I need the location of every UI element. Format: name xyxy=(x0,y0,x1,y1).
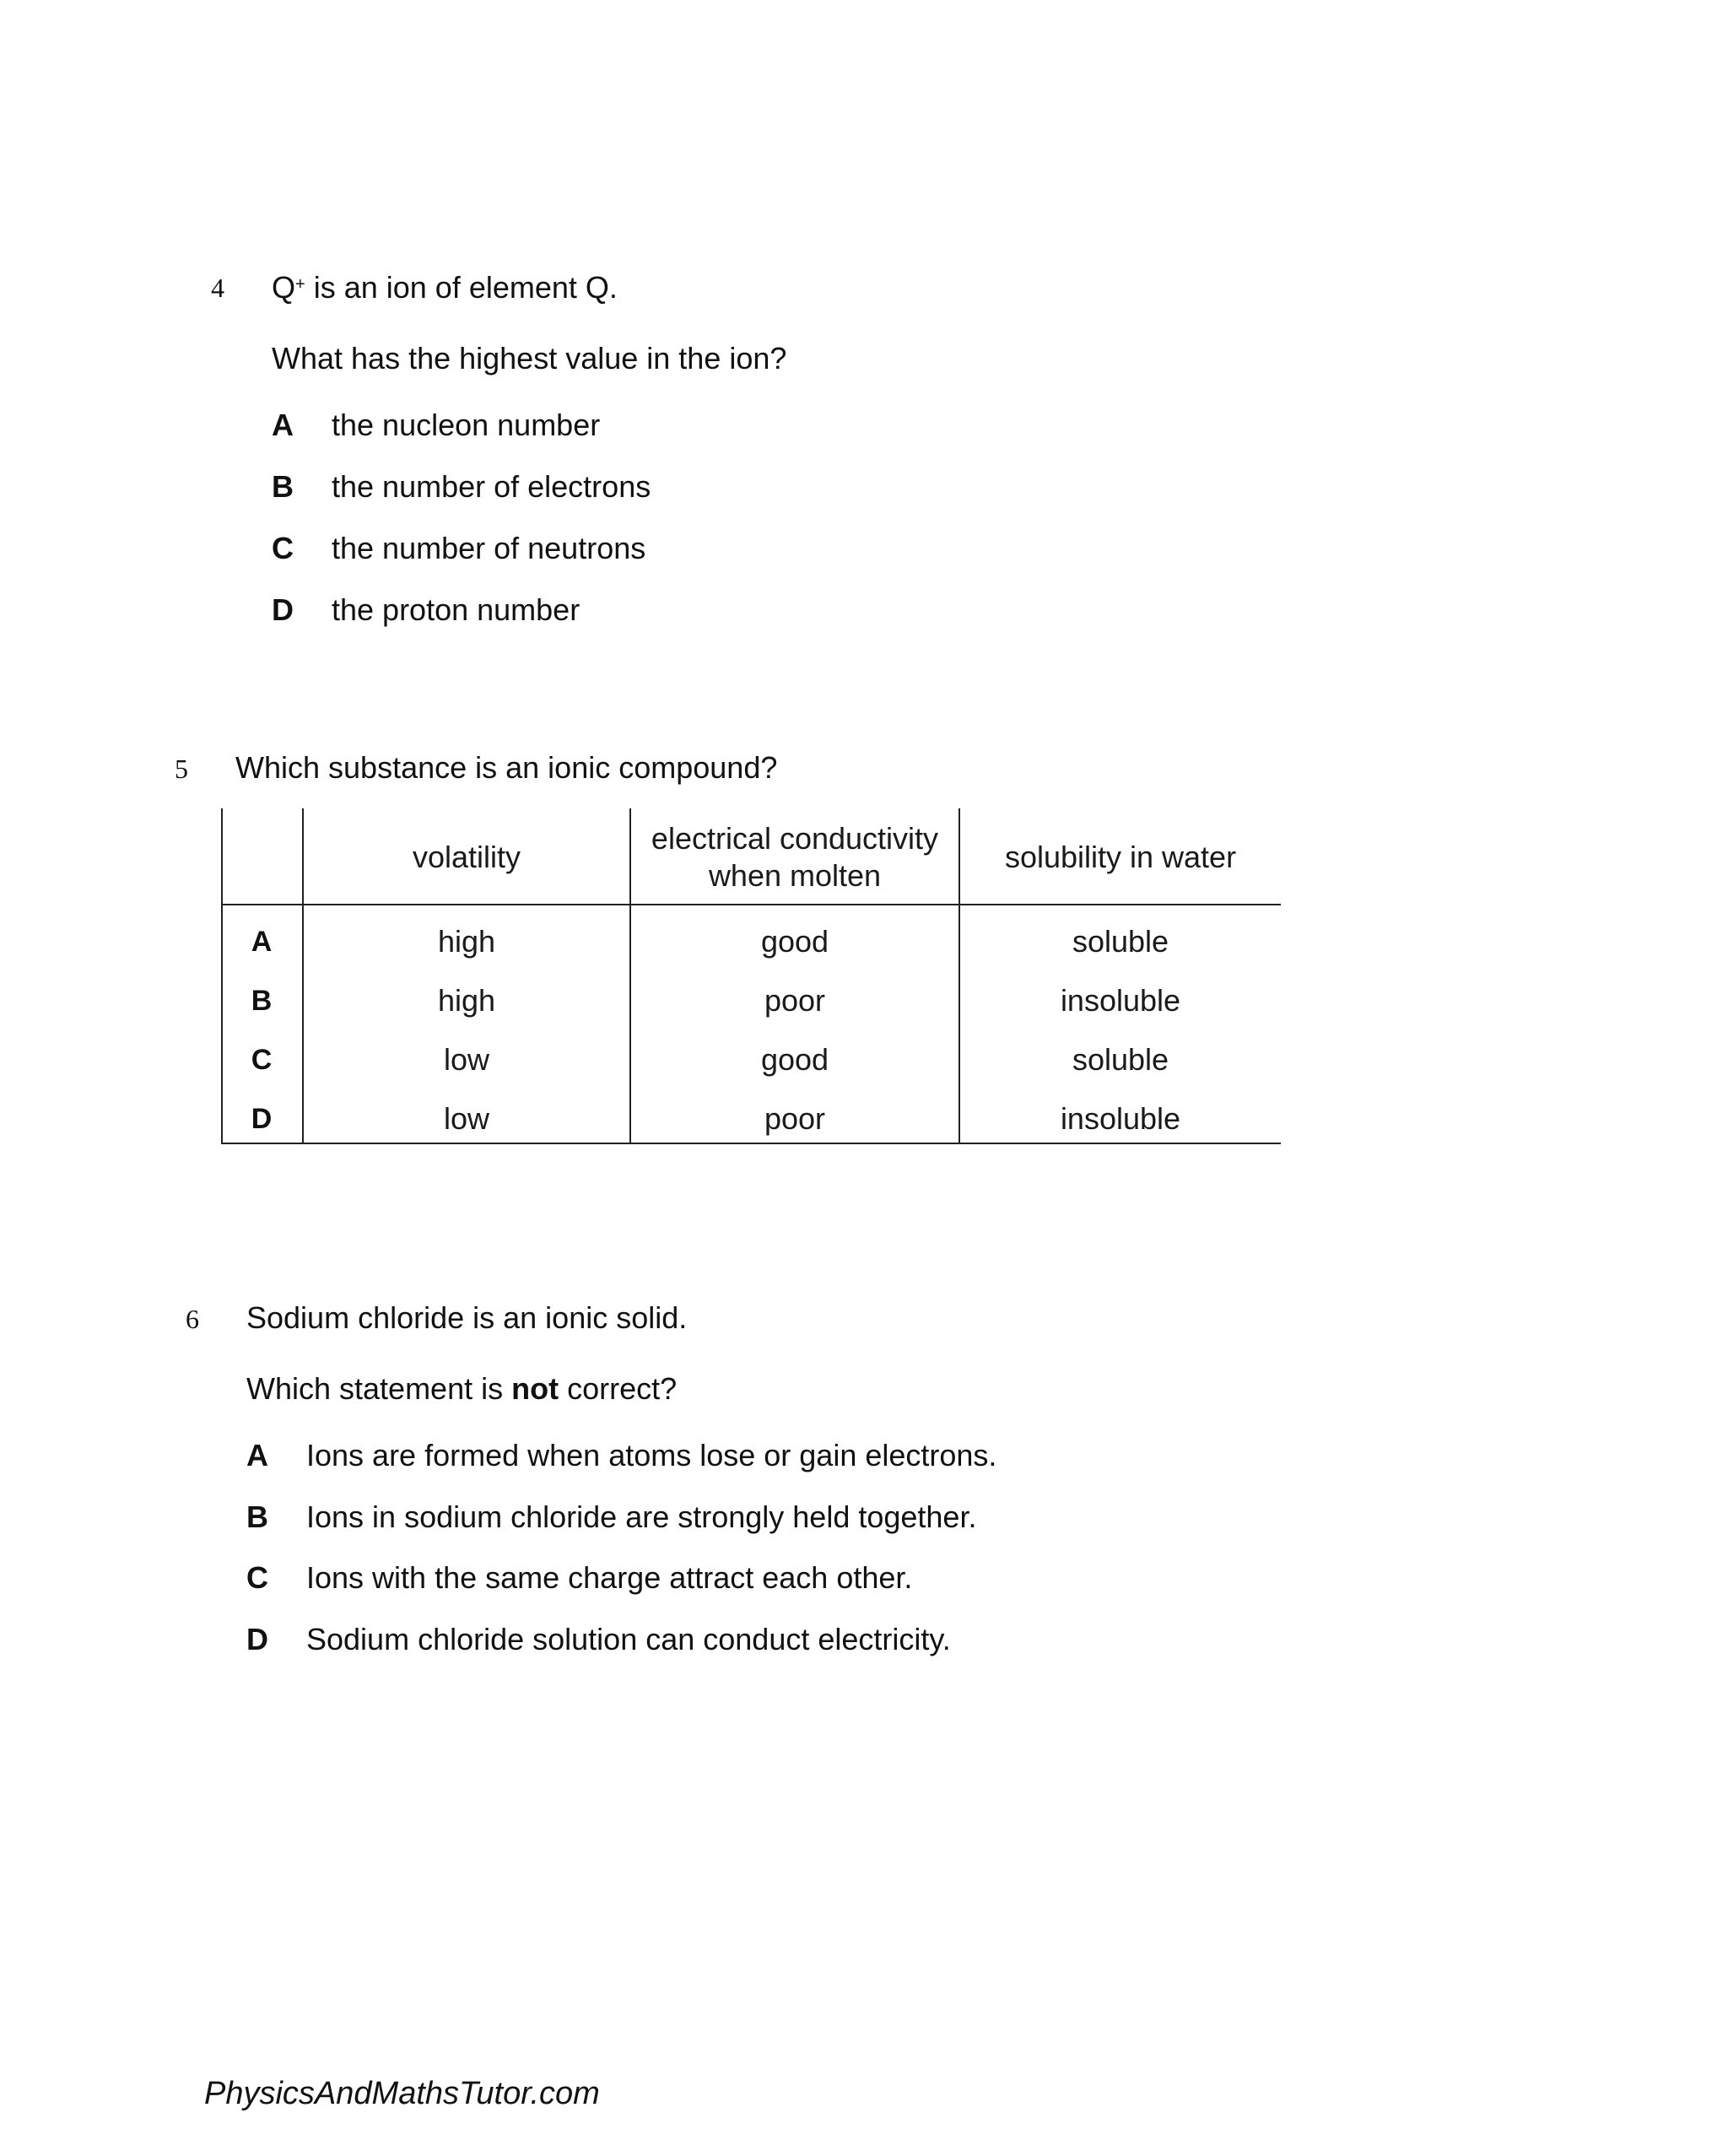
table-cell-volatility: high xyxy=(437,924,496,959)
table-cell-volatility: high xyxy=(437,983,496,1018)
question-6-question-emphasis: not xyxy=(511,1371,559,1406)
question-4-option-text: the number of electrons xyxy=(332,469,651,504)
table-divider xyxy=(221,808,223,1144)
question-6-option-letter: D xyxy=(246,1622,268,1656)
table-divider xyxy=(221,904,1281,905)
question-6-question xyxy=(246,1370,677,1408)
question-4-question: What has the highest value in the ion? xyxy=(272,341,787,376)
question-6-option-text: Sodium chloride solution can conduct electricity. xyxy=(306,1622,951,1656)
table-cell-conductivity: poor xyxy=(764,983,826,1018)
table-row-letter: B xyxy=(251,985,273,1017)
question-4-option-text: the number of neutrons xyxy=(332,531,646,565)
question-6-question-prefix: Which statement is xyxy=(246,1371,512,1406)
question-4-option-letter: D xyxy=(272,592,294,627)
question-6-option-text: Ions with the same charge attract each other. xyxy=(306,1560,913,1595)
table-row-letter: A xyxy=(251,926,273,958)
question-4-stem-prefix: Q xyxy=(272,270,296,305)
question-5-table xyxy=(221,808,1281,1144)
table-divider xyxy=(221,1143,1281,1144)
table-row-letter: D xyxy=(251,1103,273,1135)
table-cell-conductivity: good xyxy=(760,1042,829,1077)
question-4-option-letter: C xyxy=(272,531,294,565)
question-4-option-letter: B xyxy=(272,469,294,504)
question-6-number: 6 xyxy=(186,1304,199,1334)
question-6-option-letter: C xyxy=(246,1560,268,1595)
question-6-question-suffix: correct? xyxy=(559,1371,678,1406)
table-header-solubility: solubility in water xyxy=(1004,840,1237,874)
table-cell-conductivity: good xyxy=(760,924,829,959)
question-6-stem: Sodium chloride is an ionic solid. xyxy=(246,1300,688,1335)
question-6-option-text: Ions are formed when atoms lose or gain electrons. xyxy=(306,1438,997,1472)
question-6-option-letter: A xyxy=(246,1438,268,1472)
question-6-option-text: Ions in sodium chloride are strongly held together. xyxy=(306,1499,977,1534)
question-4-stem xyxy=(272,269,618,306)
table-header-conductivity-line2: when molten xyxy=(708,858,882,893)
table-cell-solubility: insoluble xyxy=(1060,983,1181,1018)
question-4-option-text: the proton number xyxy=(332,592,580,627)
question-5-number: 5 xyxy=(175,754,188,784)
table-cell-solubility: soluble xyxy=(1072,924,1169,959)
question-5-question: Which substance is an ionic compound? xyxy=(235,750,778,785)
question-4-stem-suffix: is an ion of element Q. xyxy=(305,270,618,305)
table-cell-volatility: low xyxy=(443,1042,490,1077)
table-cell-solubility: soluble xyxy=(1072,1042,1169,1077)
table-row-letter: C xyxy=(251,1044,273,1076)
question-4-stem-superscript: + xyxy=(295,275,305,294)
question-4-option-letter: A xyxy=(272,408,294,442)
question-6-option-letter: B xyxy=(246,1499,268,1534)
table-cell-volatility: low xyxy=(443,1101,490,1136)
question-4-option-text: the nucleon number xyxy=(332,408,601,442)
question-4-number: 4 xyxy=(211,273,224,303)
footer-source: PhysicsAndMathsTutor.com xyxy=(204,2076,600,2111)
table-cell-conductivity: poor xyxy=(764,1101,826,1136)
table-cell-solubility: insoluble xyxy=(1060,1101,1181,1136)
table-header-conductivity-line1: electrical conductivity xyxy=(651,821,939,856)
table-header-volatility: volatility xyxy=(412,840,521,874)
